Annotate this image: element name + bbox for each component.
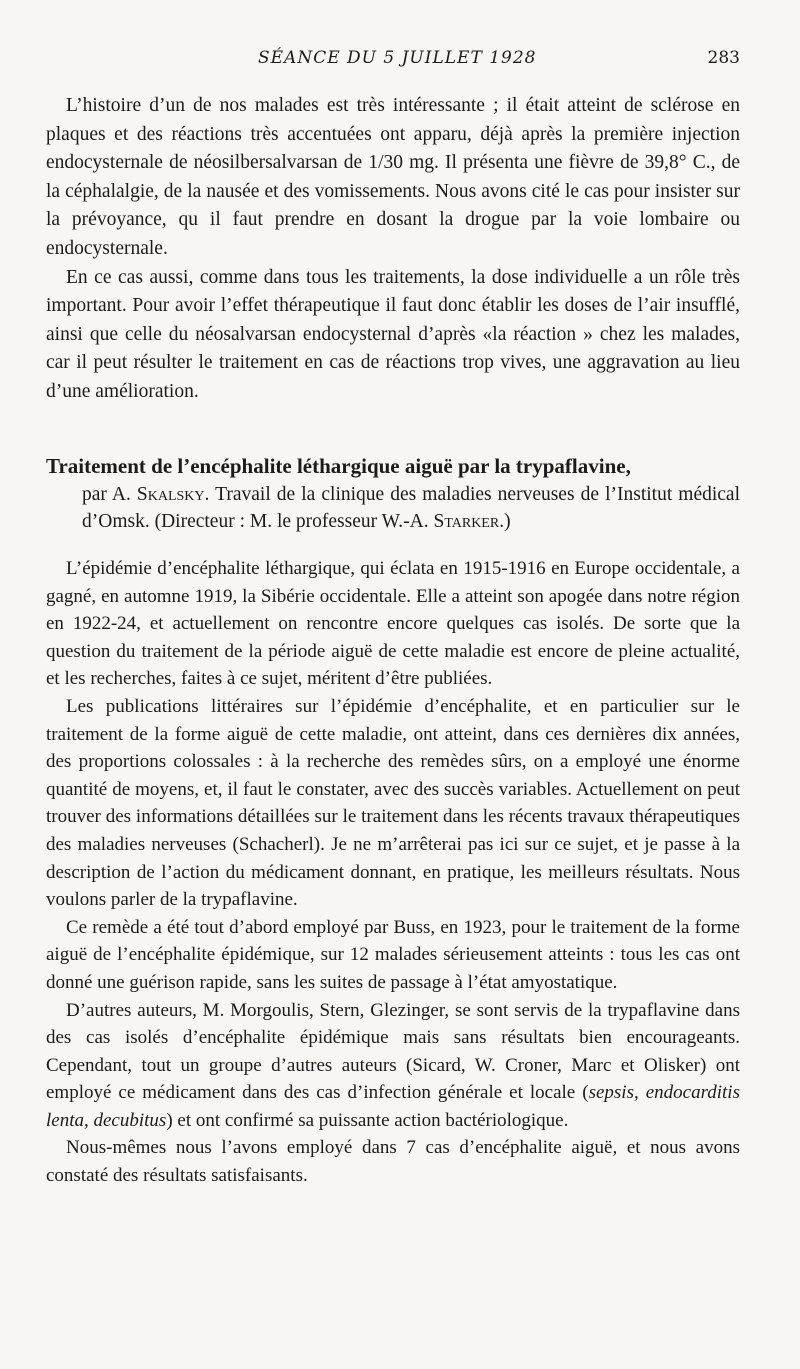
paragraph: Ce remède a été tout d’abord employé par Buss, en 1923, pour le traitement de la forme aiguë de l’encéphalite épidémique, sur 12 malades sérieusement atteints : tous les cas ont donné une guérison rapide, sans les suites de passage à l’état amyostatique. [46,916,740,993]
director-name: Starker. [433,511,505,532]
article-byline [46,481,740,535]
affiliation: Travail de la clinique des maladies nerveuses de l’Institut médical d’Omsk. (Directeur : M. le professeur W.-A. [82,484,741,532]
running-title: SÉANCE DU 5 JUILLET 1928 [258,48,537,68]
paragraph-text: D’autres auteurs, M. Morgoulis, Stern, Glezinger, se sont servis de la trypaflavine dans des cas isolés d’encéphalite épidémique mais sans résultats bien encourageants. Cependant, tout un groupe d’autres auteurs (Sicard, W. Croner, Marc et Olisker) ont employé ce médicament dans des cas d’infection générale et locale ( [46,999,740,1104]
paragraph-text: ) et ont confirmé sa puissante action bactériologique. [166,1109,569,1131]
article-title: Traitement de l’encéphalite léthargique aiguë par la trypaflavine, [46,454,631,478]
paragraph: Nous-mêmes nous l’avons employé dans 7 cas d’encéphalite aiguë, et nous avons constaté des résultats satisfaisants. [46,1137,740,1187]
page-header [48,48,740,74]
affiliation-end: ) [504,511,511,532]
article-body [46,555,740,1190]
article-heading [46,453,740,535]
paragraph: L’histoire d’un de nos malades est très intéressante ; il était atteint de sclérose en plaques et des réactions très accentuées ont apparu, déjà après la première injection endocysternale de néosilbersalvarsan de 1/30 mg. Il présenta une fièvre de 39,8° C., de la céphalalgie, de la nausée et des vomissements. Nous avons cité le cas pour insister sur la prévoyance, qu il faut prendre en dosant la drogue par la voie lombaire ou endocysternale. [46,95,740,259]
byline-prefix: par A. [82,484,131,505]
previous-article-text [46,92,740,407]
author-name: Skalsky. [136,484,210,505]
paragraph [46,997,740,1135]
italic-terms: sepsis, endocarditis lenta, decubitus [46,1082,740,1131]
paragraph: En ce cas aussi, comme dans tous les traitements, la dose individuelle a un rôle très important. Pour avoir l’effet thérapeutique il faut donc établir les doses de l’air insufflé, ainsi que celle du néosalvarsan endocysternal d’après «la réaction » chez les malades, car il peut résulter le traitement en cas de réactions trop vives, une aggravation au lieu d’une amélioration. [46,266,740,402]
paragraph: L’épidémie d’encéphalite léthargique, qui éclata en 1915-1916 en Europe occidentale, a gagné, en automne 1919, la Sibérie occidentale. Elle a atteint son apogée dans notre région en 1922-24, et actuellement on rencontre encore quelques cas isolés. De sorte que la question du traitement de la période aiguë de cette maladie est encore de pleine actualité, et les recherches, faites à ce sujet, méritent d’être publiées. [46,558,740,690]
page-number: 283 [707,48,740,68]
paragraph: Les publications littéraires sur l’épidémie d’encéphalite, et en particulier sur le traitement de la forme aiguë de cette maladie, ont atteint, dans ces dernières dix années, des proportions colossales : à la recherche des remèdes sûrs, on a employé une énorme quantité de moyens, et, il faut le constater, avec des succès variables. Actuellement on peut trouver des informations détaillées sur le traitement dans les récents travaux thérapeutiques des maladies nerveuses (Schacherl). Je ne m’arrêterai pas ici sur ce sujet, et je passe à la description de l’action du médicament donnant, en pratique, les meilleurs résultats. Nous voulons parler de la trypaflavine. [46,695,740,911]
